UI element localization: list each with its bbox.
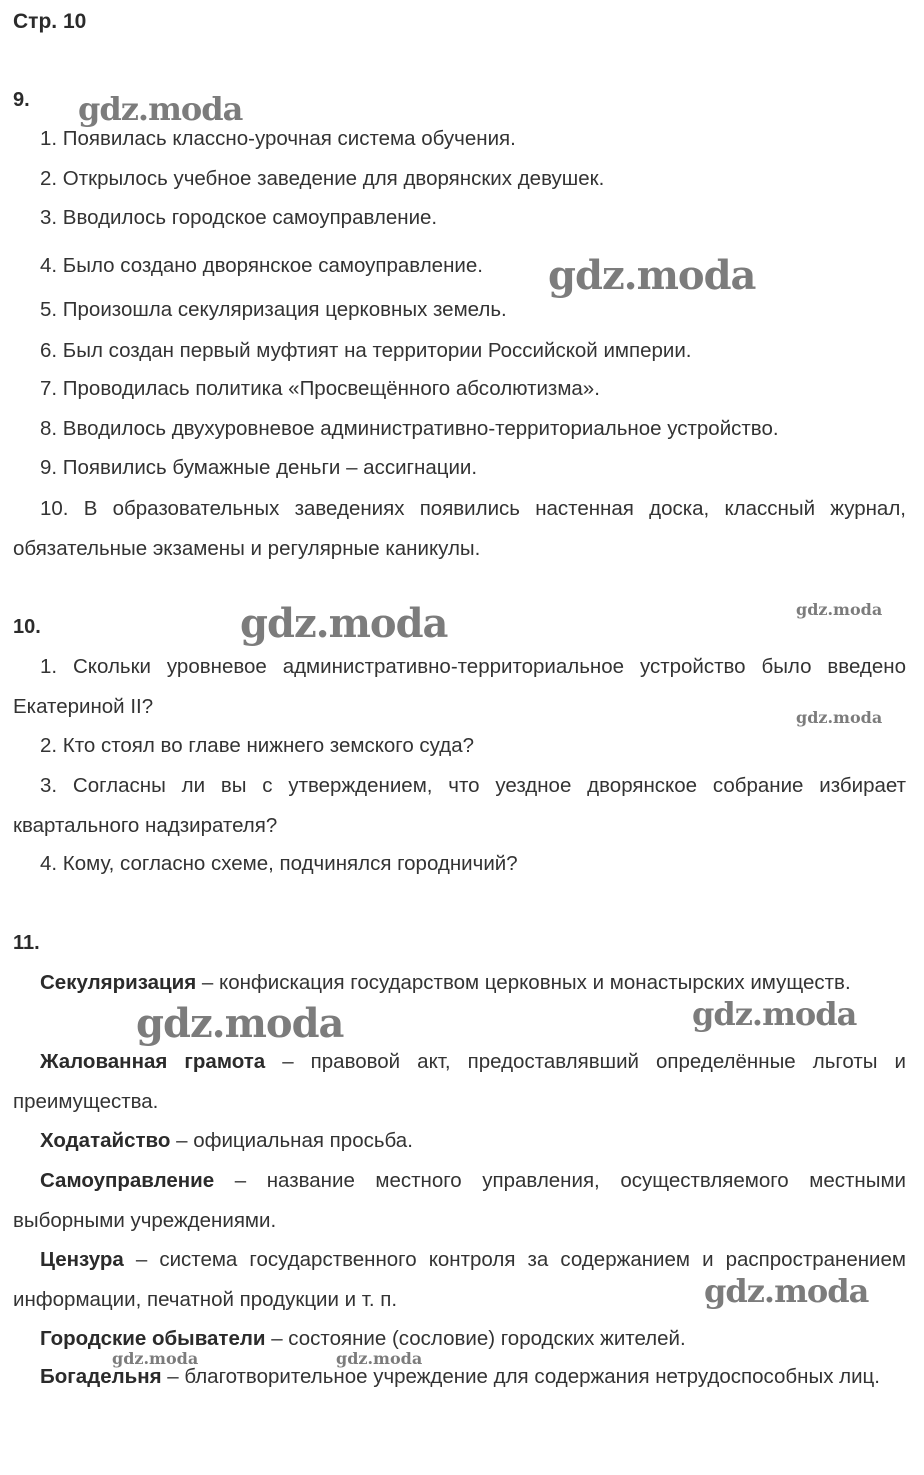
term: Богадельня <box>40 1365 162 1388</box>
term: Цензура <box>40 1248 124 1271</box>
definition-text: – конфискация государством церковных и монастырских имуществ. <box>196 971 851 994</box>
task-9-item-5: 5. Произошла секуляризация церковных земель. <box>40 298 507 321</box>
task-9-item-3: 3. Вводилось городское самоуправление. <box>40 206 438 229</box>
definition-text: – официальная просьба. <box>170 1129 413 1152</box>
task-10-question-1: 1. Скольки уровневое административно-территориальное устройство было введено Екатериной II? <box>13 655 906 718</box>
definition-text: – название местного управления, осуществляемого местными выборными учреждениями. <box>13 1169 906 1232</box>
watermark: gdz.moda <box>692 995 857 1033</box>
task-10-question-2: 2. Кто стоял во главе нижнего земского суда? <box>40 734 475 757</box>
definition-text: – система государственного контроля за содержанием и распространением информации, печатной продукции и т. п. <box>13 1248 906 1311</box>
definition-self-government <box>13 1161 906 1240</box>
task-9-item-2: 2. Открылось учебное заведение для дворянских девушек. <box>40 167 605 190</box>
watermark: gdz.moda <box>704 1272 869 1310</box>
task-10-question-4: 4. Кому, согласно схеме, подчинялся городничий? <box>40 852 518 875</box>
task-9-item-4: 4. Было создано дворянское самоуправление. <box>40 254 483 277</box>
term: Жалованная грамота <box>40 1050 266 1073</box>
watermark: gdz.moda <box>796 600 883 619</box>
definition-text: – правовой акт, предоставлявший определённые льготы и преимущества. <box>13 1050 906 1113</box>
task-9-item-10: 10. В образовательных заведениях появились настенная доска, классный журнал, обязательные экзамены и регулярные каникулы. <box>13 497 906 560</box>
task-9-item-7: 7. Проводилась политика «Просвещённого абсолютизма». <box>40 377 600 400</box>
term: Ходатайство <box>40 1129 171 1152</box>
term: Самоуправление <box>40 1169 215 1192</box>
term: Секуляризация <box>40 971 197 994</box>
watermark: gdz.moda <box>78 90 243 128</box>
task-9-item-6: 6. Был создан первый муфтият на территории Российской империи. <box>40 339 692 362</box>
task-11-number: 11. <box>13 932 40 954</box>
watermark: gdz.moda <box>112 1349 199 1368</box>
definition-charter <box>13 1042 906 1121</box>
watermark: gdz.moda <box>240 600 448 647</box>
watermark: gdz.moda <box>336 1349 423 1368</box>
task-9-number: 9. <box>13 89 30 111</box>
task-9-item-9: 9. Появились бумажные деньги – ассигнации. <box>40 456 478 479</box>
watermark: gdz.moda <box>548 252 756 299</box>
definition-text: – благотворительное учреждение для содержания нетрудоспособных лиц. <box>161 1365 880 1388</box>
page-label: Стр. 10 <box>13 10 87 33</box>
task-9-item-8: 8. Вводилось двухуровневое административно-территориальное устройство. <box>40 417 779 440</box>
watermark: gdz.moda <box>136 1000 344 1047</box>
term: Городские обыватели <box>40 1327 266 1350</box>
task-10-question-3: 3. Согласны ли вы с утверждением, что уездное дворянское собрание избирает квартального надзирателя? <box>13 774 906 837</box>
watermark: gdz.moda <box>796 708 883 727</box>
definition-petition <box>13 1121 906 1161</box>
definition-text: – состояние (сословие) городских жителей. <box>265 1327 686 1350</box>
task-9-item-1: 1. Появилась классно-урочная система обучения. <box>40 127 516 150</box>
task-10-number: 10. <box>13 616 41 638</box>
